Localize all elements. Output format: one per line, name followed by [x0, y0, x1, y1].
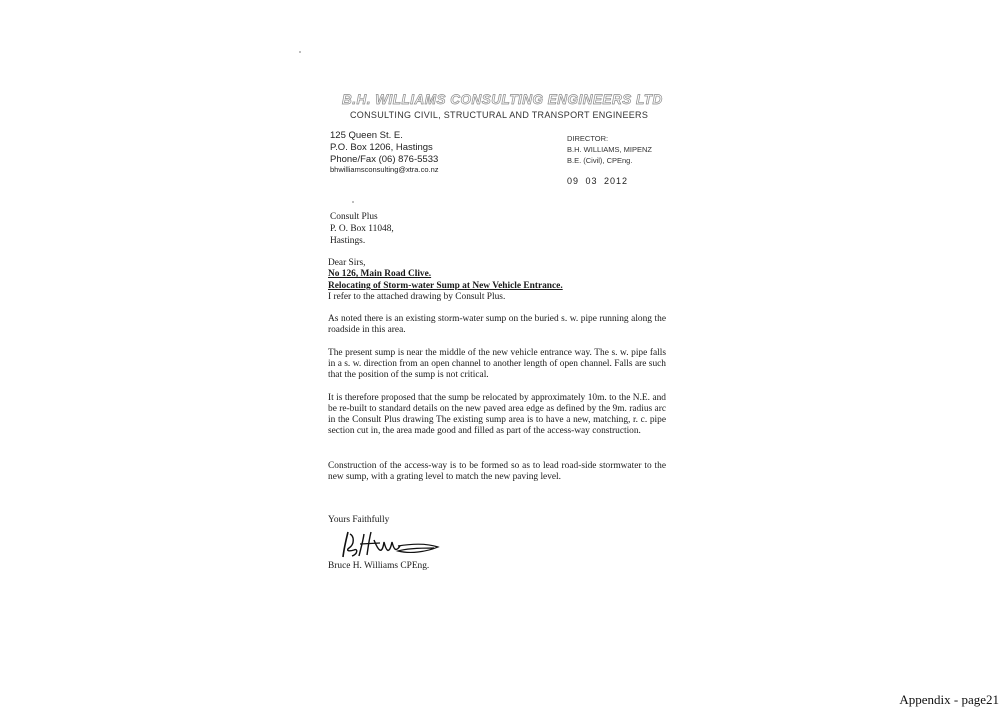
- paragraph: The present sump is near the middle of the new vehicle entrance way. The s. w. pipe falls in a s. w. direction from an open channel to another length of open channel. Falls are such that the position of the sump is not critical.: [328, 348, 666, 380]
- director-name: B.H. WILLIAMS, MIPENZ: [567, 145, 653, 154]
- paragraph: As noted there is an existing storm-water sump on the buried s. w. pipe running along the roadside in this area.: [328, 314, 666, 335]
- recipient-line: Hastings.: [330, 236, 366, 246]
- signatory-name: Bruce H. Williams CPEng.: [328, 561, 430, 571]
- salutation: Dear Sirs,: [328, 258, 366, 268]
- paragraph: I refer to the attached drawing by Consult Plus.: [328, 292, 506, 302]
- company-subtitle: CONSULTING CIVIL, STRUCTURAL AND TRANSPORT ENGINEERS: [350, 110, 649, 120]
- address-line: Phone/Fax (06) 876-5533: [330, 154, 439, 165]
- signature: [338, 526, 444, 562]
- address-line: P.O. Box 1206, Hastings: [330, 142, 433, 153]
- address-line: 125 Queen St. E.: [330, 130, 403, 141]
- recipient-line: Consult Plus: [330, 212, 378, 222]
- director-label: DIRECTOR:: [567, 134, 609, 143]
- company-name: B.H. WILLIAMS CONSULTING ENGINEERS LTD: [342, 92, 663, 107]
- subject-line: Relocating of Storm-water Sump at New Vehicle Entrance.: [328, 281, 563, 291]
- closing: Yours Faithfully: [328, 515, 390, 525]
- recipient-line: P. O. Box 11048,: [330, 224, 394, 234]
- scan-speck: [352, 201, 354, 203]
- letter-date: 09 03 2012: [567, 176, 629, 186]
- paragraph: It is therefore proposed that the sump be relocated by approximately 10m. to the N.E. and be re-built to standard details on the new paved area edge as defined by the 9m. radius arc in the Consult Plus drawing The existing sump area is to have a new, matching, r. c. pipe section cut in, the area made good and filled as part of the access-way construction.: [328, 393, 666, 436]
- subject-line: No 126, Main Road Clive.: [328, 269, 432, 279]
- email-line: bhwilliamsconsulting@xtra.co.nz: [330, 165, 439, 174]
- scan-speck: [299, 51, 301, 53]
- paragraph: Construction of the access-way is to be formed so as to lead road-side stormwater to the new sump, with a grating level to match the new paving level.: [328, 461, 666, 482]
- page-footer: Appendix - page21: [899, 692, 999, 707]
- director-qualifications: B.E. (Civil), CPEng.: [567, 156, 633, 165]
